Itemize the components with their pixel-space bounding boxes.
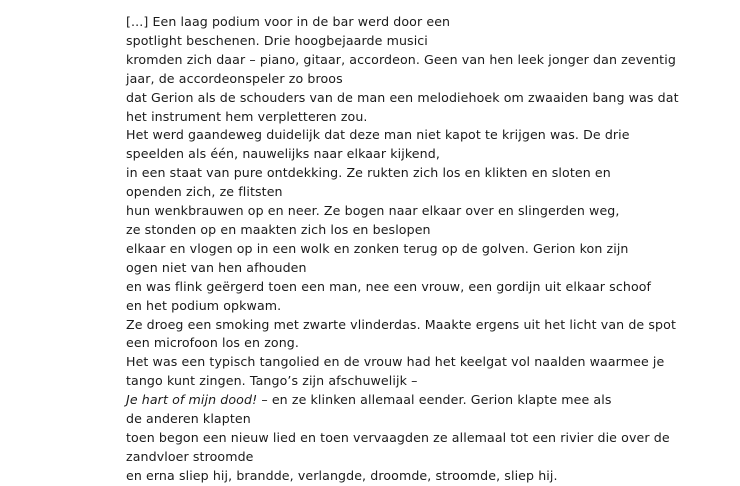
text-line: zandvloer stroomde	[126, 448, 254, 464]
document-text	[126, 13, 686, 486]
text-line: elkaar en vlogen op in een wolk en zonken terug op de golven. Gerion kon zijn	[126, 240, 629, 256]
text-line: ze stonden op en maakten zich los en beslopen	[126, 221, 431, 237]
text-line: tango kunt zingen. Tango’s zijn afschuwelijk –	[126, 373, 418, 389]
text-line: speelden als één, nauwelijks naar elkaar kijkend,	[126, 146, 440, 162]
italic-phrase: Je hart of mijn dood!	[126, 392, 258, 408]
text-line: hun wenkbrauwen op en neer. Ze bogen naar elkaar over en slingerden weg,	[126, 203, 620, 219]
text-line: jaar, de accordeonspeler zo broos	[126, 70, 343, 86]
text-line: het instrument hem verpletteren zou.	[126, 108, 368, 124]
text-line: [...] Een laag podium voor in de bar werd door een	[126, 14, 451, 29]
text-line: Het was een typisch tangolied en de vrouw had het keelgat vol naalden waarmee je	[126, 354, 665, 370]
text-line: ogen niet van hen afhouden	[126, 259, 307, 275]
text-line: in een staat van pure ontdekking. Ze rukten zich los en klikten en sloten en	[126, 165, 611, 181]
text-line: een microfoon los en zong.	[126, 335, 300, 351]
text-line: Het werd gaandeweg duidelijk dat deze man niet kapot te krijgen was. De drie	[126, 127, 630, 143]
text-line: toen begon een nieuw lied en toen vervaagden ze allemaal tot een rivier die over de	[126, 429, 670, 445]
text-line-rest: – en ze klinken allemaal eender. Gerion klapte mee als	[257, 392, 612, 408]
text-line: spotlight beschenen. Drie hoogbejaarde musici	[126, 32, 428, 48]
text-line: openden zich, ze flitsten	[126, 184, 283, 200]
text-line: en erna sliep hij, brandde, verlangde, droomde, stroomde, sliep hij.	[126, 467, 558, 483]
text-line: en het podium opkwam.	[126, 297, 282, 313]
text-line: de anderen klapten	[126, 411, 251, 427]
text-line-with-italic	[126, 391, 686, 410]
text-line: dat Gerion als de schouders van de man een melodiehoek om zwaaiden bang was dat	[126, 89, 679, 105]
text-line: Ze droeg een smoking met zwarte vlinderdas. Maakte ergens uit het licht van de spot	[126, 316, 676, 332]
text-line: kromden zich daar – piano, gitaar, accordeon. Geen van hen leek jonger dan zeventig	[126, 51, 676, 67]
text-line: en was flink geërgerd toen een man, nee een vrouw, een gordijn uit elkaar schoof	[126, 278, 652, 294]
